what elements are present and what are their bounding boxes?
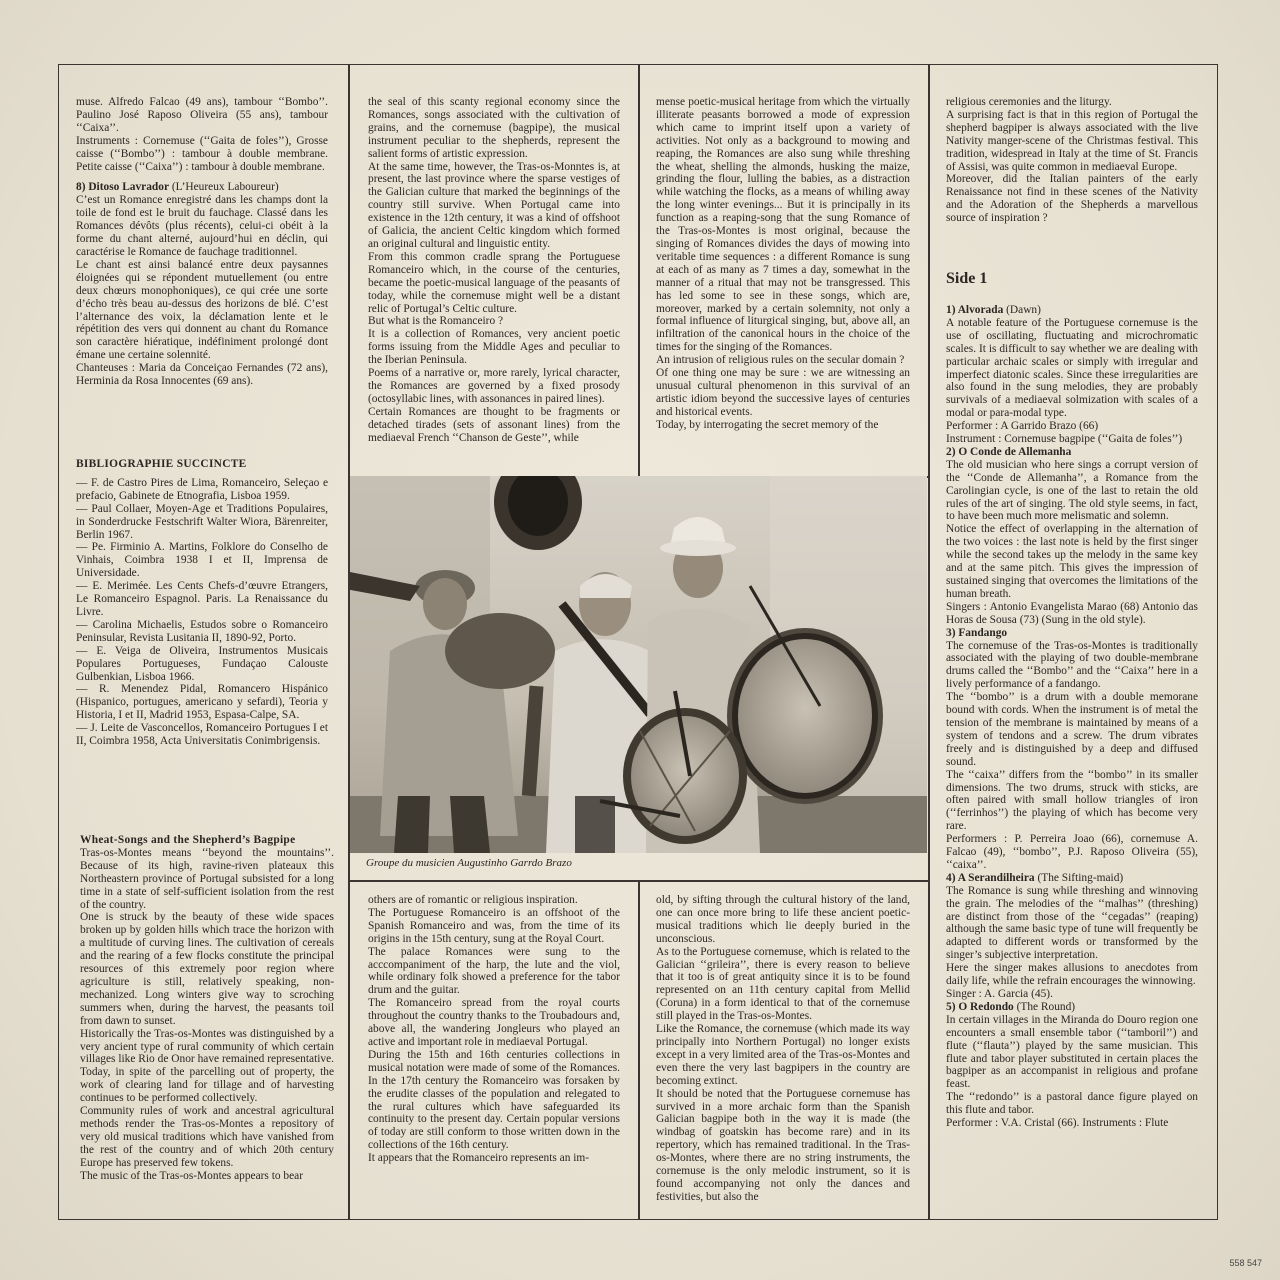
track-2-heading: 2) O Conde de Allemanha (946, 445, 1072, 458)
paragraph: The Portuguese Romanceiro is an offshoot of the Spanish Romanceiro and was, from the time of its origins in the 15th century, sung at the Royal Court. (368, 906, 620, 945)
bibliography-entry: — J. Leite de Vasconcellos, Romanceiro Portugues I et II, Coimbra 1958, Acta Universitatis Conimbrigensis. (76, 722, 328, 748)
paragraph: Poems of a narrative or, more rarely, lyrical character, the Romances are governed by a fixed prosody (octosyllabic lines, with assonances in paired lines). (368, 367, 620, 405)
musicians-photo (350, 476, 927, 853)
paragraph: Notice the effect of overlapping in the alternation of the two voices : the last note is held by the first singer while the second takes up the melody in the same key and at the same pitch. This gives the impression of sustained singing that overcomes the limitations of the human breath. (946, 523, 1198, 600)
bibliography-entry: — F. de Castro Pires de Lima, Romanceiro, Seleçao e prefacio, Gabinete de Etnografia, Lisboa 1959. (76, 476, 328, 502)
track-1-heading (946, 304, 1198, 317)
paragraph: The ‘‘redondo’’ is a pastoral dance figure played on this flute and tabor. (946, 1091, 1198, 1117)
paragraph: others are of romantic or religious inspiration. (368, 894, 578, 906)
track-8-heading (76, 181, 328, 194)
paragraph: During the 15th and 16th centuries collections in musical notation were made of some of the Romances. In the 17th century the Romanceiro was forsaken by the erudite classes of the population and relegated to the rural cultures which have safeguarded its continuity to the present day. Certain popular versions of today are still conform to those written down in the collections of the 16th century. (368, 1048, 620, 1152)
paragraph: Moreover, did the Italian painters of the early Renaissance not find in these scenes of the Nativity and the Adoration of the Shepherds a marvellous source of inspiration ? (946, 173, 1198, 225)
paragraph: A surprising fact is that in this region of Portugal the shepherd bagpiper is always associated with the live Nativity manger-scene of the Christmas festival. This tradition, widespread in Italy at the time of St. Francis of Assisi, was quite common in mediaeval Europe. (946, 108, 1198, 173)
paragraph: It appears that the Romanceiro represents an im- (368, 1152, 590, 1165)
column-2-top (368, 96, 620, 462)
bibliography (76, 458, 328, 798)
paragraph: Singers : Antonio Evangelista Marao (68) Antonio das Horas de Sousa (73) (Sung in the old style). (946, 600, 1198, 626)
bibliography-entry: — E. Merimée. Les Cents Chefs-d’œuvre Etrangers, Le Romanceiro Espagnol. Paris. La Renaissance du Livre. (76, 580, 328, 618)
column-rule-2-top (638, 64, 640, 476)
column-4-track-notes (946, 96, 1198, 1206)
track-subtitle: (L’Heureux Laboureur) (169, 181, 279, 194)
paragraph: mense poetic-musical heritage from which the virtually illiterate peasants borrowed a mode of expression which came to imprint itself upon a variety of activities. Not only as a background to mowing and reaping, the Romances are also sung while threshing the wheat, shelling the almonds, husking the maize, grinding the flour, lulling the babies, as a distraction while watching the flocks, as a means of whiling away the long winter evenings... But it is principally in its function as a reaping-song that the sung Romance of the Tras-os-Montes is most original, because the singing of Romances divides the days of mowing into veritable time sequences : a different Romance is sung at each of as many as 7 times a day, somewhat in the manner of a ritual that may not be transgressed. This has led some to see in these songs, which are, moreover, marked by a certain solemnity, not only a formal influence of liturgical singing, but, above all, an infiltration of the canonical hours in the choice of the times for the singing of the Romances. (656, 96, 910, 354)
track-title: 8) Ditoso Lavrador (76, 181, 170, 194)
bibliography-title: BIBLIOGRAPHIE SUCCINCTE (76, 458, 247, 470)
track-subtitle: (The Sifting-maid) (1034, 871, 1124, 884)
paragraph: The Romanceiro spread from the royal courts throughout the country thanks to the Troubadours and, above all, the wandering Jongleurs who played an active and important role in mediaeval Portugal. (368, 997, 620, 1048)
track-title: 5) O Redondo (946, 1000, 1014, 1013)
bibliography-entry: — Carolina Michaelis, Estudos sobre o Romanceiro Peninsular, Revista Lusitania II, 1890-92, Porto. (76, 618, 328, 644)
paragraph: Tras-os-Montes means ‘‘beyond the mountains’’. Because of its high, ravine-riven plateaux this Northeastern province of Portugal subsisted for a long time in a state of self-sufficient isolation from the rest of the country. (80, 846, 334, 911)
paragraph: Community rules of work and ancestral agricultural methods render the Tras-os-Montes a repository of very old musical traditions which have vanished from the rest of the country and of which 20th century Europe has preserved few tokens. (80, 1105, 334, 1169)
section-title: Wheat-Songs and the Shepherd’s Bagpipe (80, 834, 296, 846)
paragraph: It is a collection of Romances, very ancient poetic forms issuing from the Middle Ages and peculiar to the Iberian Peninsula. (368, 328, 620, 367)
column-2-bottom (368, 894, 620, 1204)
paragraph: Le chant est ainsi balancé entre deux paysannes éloignées qui se répondent mutuellement (ou entre deux chœurs monophoniques), ce qui crée une sorte d’écho très beau au-dessus des horizons de blé. C’est l’alternance des voix, la déclamation lente et le répétition des vers qui donnent au chant du Romance son caractère hiératique, indéfiniment prolongé dont émane une certaine solennité. (76, 258, 328, 362)
paragraph: Performer : A Garrido Brazo (66) (946, 420, 1099, 433)
paragraph: One is struck by the beauty of these wide spaces broken up by golden hills which trace the horizon with a multitude of curving lines. The cultivation of cereals and the rearing of a few flocks constitute the principal resources of this extremely poor region where agriculture is still, relatively speaking, non-mechanized. Long winters give way to scroching summers when, during the harvest, the peasants toil from dawn to sunset. (80, 911, 334, 1027)
paragraph: The old musician who here sings a corrupt version of the ‘‘Conde de Allemanha’’, a Romance from the Carolingian cycle, is one of the last to retain the old rules of the art of singing. The old style seems, in fact, to have been much more melismatic and solemn. (946, 458, 1198, 523)
paragraph: As to the Portuguese cornemuse, which is related to the Galician ‘‘grileira’’, there is every reason to believe that it too is of great antiquity since it is to be found represented on an 11th century capital from Mellid (Coruna) in a form identical to that of the cornemuse still played in the Tras-os-Montes. (656, 945, 910, 1023)
track-title: 4) A Serandilheira (946, 871, 1035, 884)
paragraph: Here the singer makes allusions to anecdotes from daily life, while the refrain encourages the winnowing. (946, 962, 1198, 988)
bibliography-entry: — Pe. Firminio A. Martins, Folklore do Conselho de Vinhais, Coimbra 1938 I et II, Imprensa de Universidade. (76, 541, 328, 580)
track-4-heading (946, 872, 1198, 885)
paragraph: The Romance is sung while threshing and winnoving the grain. The melodies of the ‘‘malhas’’ (threshing) are distinct from those of the ‘‘cegadas’’ (reaping) although the same basic type of tune will frequently be adapted to different words or transformed by the singer’s subjective interpretation. (946, 884, 1198, 962)
paragraph: Instruments : Cornemuse (‘‘Gaita de foles’’), Grosse caisse (‘‘Bombo’’) : tambour à double membrane. Petite caisse (‘‘Caixa’’) : tambour à double membrane. (76, 134, 328, 173)
paragraph: Performers : P. Perreira Joao (66), cornemuse A. Falcao (49), ‘‘bombo’’, P.J. Raposo Oliveira (55), ‘‘caixa’’. (946, 833, 1198, 871)
paragraph: the seal of this scanty regional economy since the Romances, songs associated with the cultivation of grains, and the cornemuse (bagpipe), the musical instrument peculiar to the shepherds, represent the salient forms of artistic expression. (368, 96, 620, 160)
paragraph: Singer : A. Garcia (45). (946, 988, 1053, 1000)
side-title: Side 1 (946, 270, 988, 288)
paragraph: Of one thing one may be sure : we are witnessing an unusual cultural phenomenon in this survival of an artistic idiom beyond the successive layes of centuries and historical events. (656, 367, 910, 418)
paragraph: In certain villages in the Miranda do Douro region one encounters a small ensemble tabor (‘‘tamboril’’) and flute (‘‘flauta’’) played by the same musician. This flute and tabor player substituted in certain places the bagpiper as an accompanist in religious and profane feast. (946, 1013, 1198, 1091)
paragraph: Chanteuses : Maria da Conceiçao Fernandes (72 ans), Herminia da Rosa Innocentes (69 ans). (76, 362, 328, 388)
column-rule-2-bottom (638, 880, 640, 1220)
paragraph: The palace Romances were sung to the acccompaniment of the harp, the lute and the viol, while ordinary folk showed a preference for the tabor drum and the guitar. (368, 945, 620, 997)
paragraph: At the same time, however, the Tras-os-Monntes is, at present, the last province where the sparse vestiges of the Galician culture that marked the beginnings of the country still survive. When Portugal came into existence in the 12th century, it was a kind of offshoot of Galicia, the ancient Celtic kingdom which formed an original cultural and linguistic entity. (368, 160, 620, 250)
track-subtitle: (The Round) (1013, 1000, 1076, 1013)
paragraph: Like the Romance, the cornemuse (which made its way principally into Northern Portugal) no longer exists except in a very limited area of the Tras-os-Montes and even there the very last bagpipers in the country are becoming extinct. (656, 1023, 910, 1087)
column-rule-3 (928, 64, 930, 1220)
paragraph: The cornemuse of the Tras-os-Montes is traditionally associated with the playing of two double-membrane drums called the ‘‘Bombo’’ and the ‘‘Caixa’’ here in a lively performance of a fandango. (946, 639, 1198, 691)
paragraph: From this common cradle sprang the Portuguese Romanceiro which, in the course of the centuries, became the poetic-musical language of the peasants of today, while the cornemuse might well be a distant relic of Portugal’s Celtic culture. (368, 250, 620, 315)
paragraph: The ‘‘bombo’’ is a drum with a double memorane bound with cords. When the instrument is of metal the tension of the membrane is maintained by means of a system of tendons and a screw. The drum vibrates freely and is distinguished by a deep and diffused sound. (946, 691, 1198, 768)
paragraph: Instrument : Cornemuse bagpipe (‘‘Gaita de foles’’) (946, 433, 1183, 446)
paragraph: old, by sifting through the cultural history of the land, one can once more bring to life these ancient poetic-musical traditions which lie deeply buried in the unconscious. (656, 894, 910, 945)
column-1-english-intro (80, 834, 334, 1200)
paragraph: Today, by interrogating the secret memory of the (656, 418, 879, 431)
paragraph: muse. Alfredo Falcao (49 ans), tambour ‘‘Bombo’’. Paulino José Raposo Oliveira (55 ans), tambour ‘‘Caixa’’. (76, 96, 328, 134)
paragraph: The ‘‘caixa’’ differs from the ‘‘bombo’’ in its smaller dimensions. The two drums, struck with sticks, are often paired with small hollow triangles of iron (‘‘ferrinhos’’) the playing of which has become very rare. (946, 768, 1198, 833)
track-3-heading: 3) Fandango (946, 626, 1008, 639)
photo-caption: Groupe du musicien Augustinho Garrdo Brazo (366, 857, 572, 869)
bibliography-entry: — R. Menendez Pidal, Romancero Hispánico (Hispanico, portugues, americano y sefardi), Teoria y Historia, I et II, Madrid 1953, Espasa-Calpe, SA. (76, 683, 328, 722)
photo-bottom-rule (348, 880, 929, 882)
paragraph: But what is the Romanceiro ? (368, 315, 504, 328)
musicians-photo-illustration (350, 476, 927, 853)
column-1-french-notes (76, 96, 328, 426)
paragraph: Historically the Tras-os-Montes was distinguished by a very ancient type of rural community of which certain villages like Rio de Onor have remained representative. Today, in spite of the parcelling out of property, the work of clearing land for tillage and of harvesting continues to be performed collectively. (80, 1027, 334, 1105)
paragraph: It should be noted that the Portuguese cornemuse has survived in a more archaic form than the Spanish Galician bagpipe both in the way it is made (the windbag of goatskin has become rare) and in its repertory, which has remained traditional. In the Tras-os-Montes, where there are no string instruments, the cornemuse is the only melodic instrument, so it is found accompanying not only the dances and festivities, but also the (656, 1087, 910, 1203)
track-title: 1) Alvorada (946, 303, 1004, 316)
catalog-number: 558 547 (1229, 1258, 1262, 1268)
bibliography-entry: — E. Veiga de Oliveira, Instrumentos Musicais Populares Portugueses, Fundaçao Calouste Gulbenkian, Lisboa 1966. (76, 644, 328, 683)
paragraph: The music of the Tras-os-Montes appears to bear (80, 1169, 304, 1182)
paragraph: Certain Romances are thought to be fragments or detached tirades (sets of assonant lines) from the mediaeval French ‘‘Chanson de Geste’’, while (368, 405, 620, 444)
paragraph: An intrusion of religious rules on the secular domain ? (656, 354, 905, 367)
paragraph: Performer : V.A. Cristal (66). Instruments : Flute (946, 1117, 1169, 1130)
paragraph: A notable feature of the Portuguese cornemuse is the use of oscillating, fluctuating and microchromatic scales. It is difficult to say whether we are dealing with particular archaic scales or simply with irregular and imperfect diatonic scales. Since these irregularities are also found in the sung melodies, they are probably survivals of a mediaeval solmization with scales of a modal or para-modal type. (946, 316, 1198, 420)
paragraph: religious ceremonies and the liturgy. (946, 96, 1112, 108)
track-5-heading (946, 1001, 1198, 1014)
track-subtitle: (Dawn) (1003, 303, 1041, 316)
column-3-top (656, 96, 910, 462)
column-3-bottom (656, 894, 910, 1204)
paragraph: C’est un Romance enregistré dans les champs dont la toile de fond est le bruit du fauchage. Classé dans les Romances dévôts (plus récents), celui-ci obéit à la forme du chant alterné, aujourd’hui en déclin, qui caractérise le Romance de fauchage traditionnel. (76, 194, 328, 258)
bibliography-entry: — Paul Collaer, Moyen-Age et Traditions Populaires, in Sonderdrucke Festschrift Walter Wiora, Bärenreiter, Berlin 1967. (76, 502, 328, 541)
